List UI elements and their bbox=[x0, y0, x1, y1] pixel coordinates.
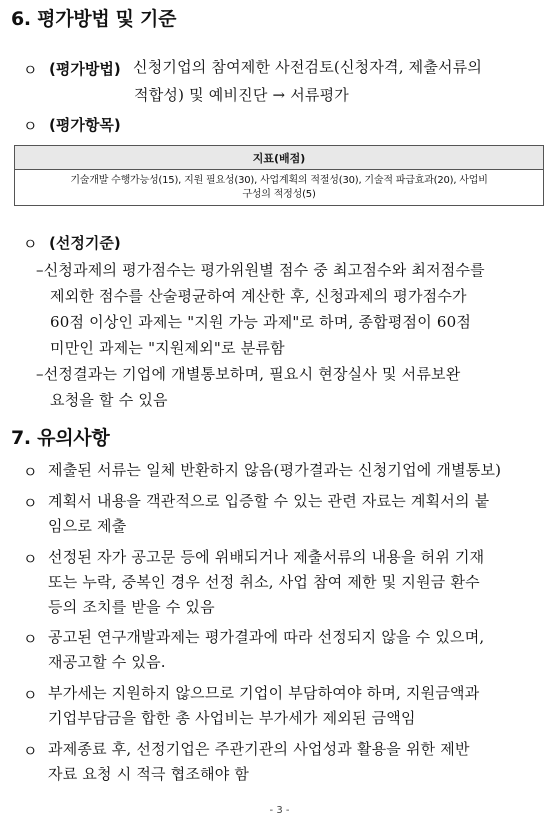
notice-line: 임으로 제출 bbox=[48, 517, 127, 535]
notice-line: 과제종료 후, 선정기업은 주관기관의 사업성과 활용을 위한 제반 bbox=[48, 740, 470, 758]
bullet-circle: ㅇ bbox=[23, 686, 38, 704]
notice-line: 등의 조치를 받을 수 있음 bbox=[48, 598, 215, 616]
bullet-circle: ㅇ bbox=[23, 61, 38, 79]
evaluation-criteria-table bbox=[14, 145, 544, 206]
notice-line: 재공고할 수 있음. bbox=[48, 653, 166, 671]
notice-line: 선정된 자가 공고문 등에 위배되거나 제출서류의 내용을 허위 기재 bbox=[48, 548, 485, 566]
page-number: - 3 - bbox=[269, 805, 290, 816]
method-label: (평가방법) bbox=[49, 60, 121, 78]
bullet-circle: ㅇ bbox=[23, 117, 38, 135]
table-cell bbox=[15, 170, 544, 206]
criteria-line: 60점 이상인 과제는 "지원 가능 과제"로 하며, 종합평점이 60점 bbox=[50, 313, 472, 331]
table-header: 지표(배점) bbox=[15, 146, 544, 170]
bullet-circle: ㅇ bbox=[23, 494, 38, 512]
section-7-title: 7. 유의사항 bbox=[11, 427, 110, 449]
criteria-line: –신청과제의 평가점수는 평가위원별 점수 중 최고점수와 최저점수를 bbox=[36, 261, 485, 279]
criteria-line: 제외한 점수를 산술평균하여 계산한 후, 신청과제의 평가점수가 bbox=[50, 287, 467, 305]
table-cell-line1: 기술개발 수행가능성(15), 지원 필요성(30), 사업계획의 적절성(30), 기술적 파급효과(20), 사업비 bbox=[70, 174, 488, 186]
notice-line: 또는 누락, 중복인 경우 선정 취소, 사업 참여 제한 및 지원금 환수 bbox=[48, 573, 480, 591]
section-6-title: 6. 평가방법 및 기준 bbox=[11, 8, 177, 30]
notice-line: 공고된 연구개발과제는 평가결과에 따라 선정되지 않을 수 있으며, bbox=[48, 628, 485, 646]
notice-line: 계획서 내용을 객관적으로 입증할 수 있는 관련 자료는 계획서의 붙 bbox=[48, 492, 490, 510]
bullet-circle: ㅇ bbox=[23, 742, 38, 760]
notice-line: 제출된 서류는 일체 반환하지 않음(평가결과는 신청기업에 개별통보) bbox=[48, 461, 502, 479]
criteria-line: 미만인 과제는 "지원제외"로 분류함 bbox=[50, 339, 285, 357]
criteria-line: –선정결과는 기업에 개별통보하며, 필요시 현장실사 및 서류보완 bbox=[36, 365, 461, 383]
bullet-circle: ㅇ bbox=[23, 630, 38, 648]
bullet-circle: ㅇ bbox=[23, 463, 38, 481]
table-cell-line2: 구성의 적정성(5) bbox=[242, 188, 316, 200]
notice-line: 부가세는 지원하지 않으므로 기업이 부담하여야 하며, 지원금액과 bbox=[48, 684, 480, 702]
criteria-label: (선정기준) bbox=[49, 234, 121, 252]
method-text-line1: 신청기업의 참여제한 사전검토(신청자격, 제출서류의 bbox=[133, 58, 483, 76]
notice-line: 자료 요청 시 적극 협조해야 함 bbox=[48, 765, 250, 783]
bullet-circle: ㅇ bbox=[23, 235, 38, 253]
bullet-circle: ㅇ bbox=[23, 550, 38, 568]
method-text-line2: 적합성) 및 예비진단 → 서류평가 bbox=[134, 86, 349, 104]
criteria-line: 요청을 할 수 있음 bbox=[50, 391, 168, 409]
items-label: (평가항목) bbox=[49, 116, 121, 134]
notice-line: 기업부담금을 합한 총 사업비는 부가세가 제외된 금액임 bbox=[48, 709, 416, 727]
